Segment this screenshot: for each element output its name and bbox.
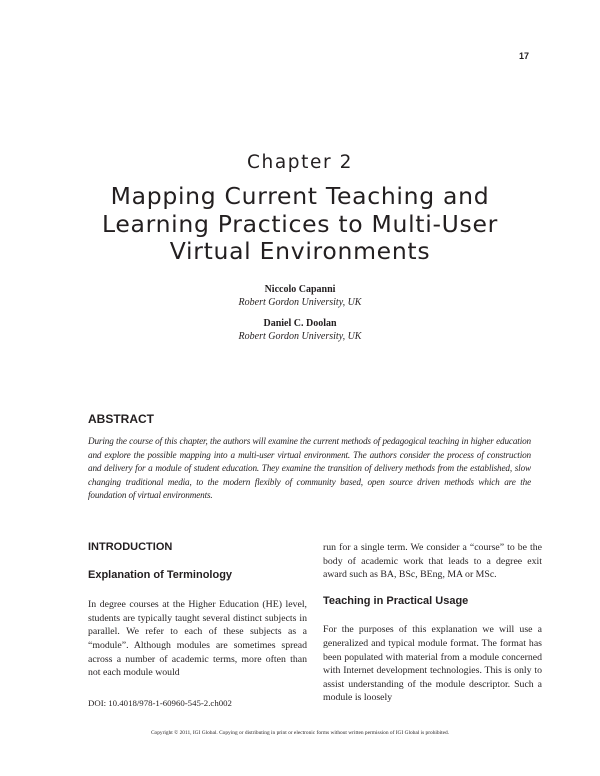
teaching-heading: Teaching in Practical Usage [323, 594, 469, 607]
chapter-title: Mapping Current Teaching and Learning Practices to Multi-User Virtual Environments [101, 182, 498, 265]
abstract-text: During the course of this chapter, the authors will examine the current methods of pedagogical teaching in higher education and explore the possible mapping into a multi-user virtual environment. The authors consider the process of construction and delivery for a module of student education. They examine the transition of delivery methods from the established, slow changing traditional media, to the modern flexibly of community based, open source driven methods which are the foundation of virtual environments. [88, 436, 531, 500]
chapter-label: Chapter 2 [246, 152, 353, 173]
terminology-paragraph: In degree courses at the Higher Education (HE) level, students are typically taught several distinct subjects in parallel. We refer to each of these subjects as a “module”. Although modules are sometimes spread across a number of academic terms, more often than not each module would [88, 599, 307, 679]
author-affiliation: Robert Gordon University, UK [238, 330, 362, 342]
abstract-heading: ABSTRACT [88, 412, 154, 426]
right-column [323, 541, 542, 705]
author-block [0, 318, 600, 343]
author-name: Niccolo Capanni [264, 284, 336, 295]
author-affiliation: Robert Gordon University, UK [238, 296, 362, 308]
copyright-notice: Copyright © 2011, IGI Global. Copying or distributing in print or electronic forms without written permission of IGI Global is prohibited. [150, 730, 450, 736]
introduction-heading: INTRODUCTION [88, 541, 173, 553]
doi: DOI: 10.4018/978-1-60960-545-2.ch002 [88, 698, 232, 708]
terminology-heading: Explanation of Terminology [88, 568, 233, 581]
page-number: 17 [518, 51, 529, 61]
author-block [0, 284, 600, 309]
continuation-paragraph: run for a single term. We consider a “course” to be the body of academic work that leads to a degree exit award such as BA, BSc, BEng, MA or MSc. [323, 542, 542, 581]
author-name: Daniel C. Doolan [263, 318, 337, 329]
left-column [88, 541, 307, 680]
teaching-paragraph: For the purposes of this explanation we will use a generalized and typical module format. The format has been populated with material from a module concerned with Internet development technologies. This is only to assist understanding of the module descriptor. Such a module is loosely [323, 624, 542, 704]
